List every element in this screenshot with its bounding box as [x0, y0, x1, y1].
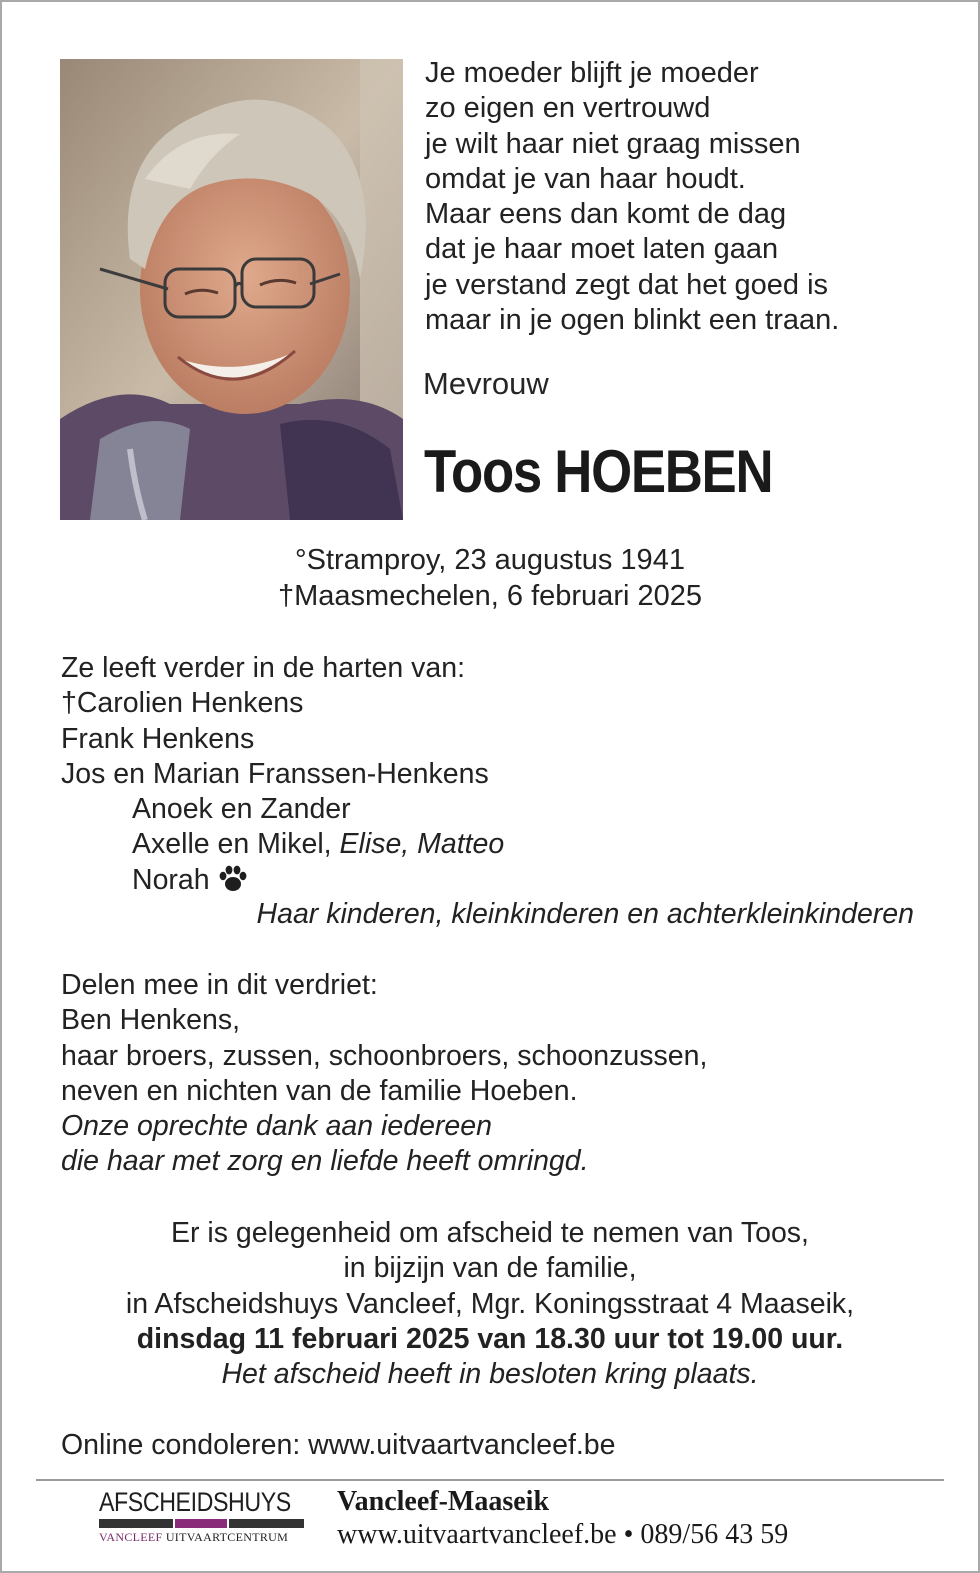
grandchildren-line — [61, 863, 504, 898]
farewell-line: Er is gelegenheid om afscheid te nemen van Toos, — [171, 1217, 809, 1249]
online-link[interactable]: www.uitvaartvancleef.be — [308, 1429, 616, 1461]
online-label: Online condoleren: — [61, 1429, 309, 1461]
company-contact — [337, 1518, 788, 1552]
logo-subtitle — [99, 1530, 309, 1545]
company-name: Vancleef-Maaseik — [337, 1486, 550, 1517]
death-line: †Maasmechelen, 6 februari 2025 — [278, 580, 702, 612]
farewell-note: Het afscheid heeft in besloten kring plaats. — [221, 1358, 759, 1391]
logo-bar — [175, 1519, 227, 1528]
logo-bar — [99, 1519, 173, 1528]
poem-line: je wilt haar niet graag missen — [425, 127, 801, 160]
farewell-line: in Afscheidshuys Vancleef, Mgr. Koningsstraat 4 Maaseik, — [125, 1287, 855, 1320]
family-line: Frank Henkens — [61, 722, 255, 755]
separator-bullet: • — [623, 1519, 634, 1550]
birth-line: °Stramproy, 23 augustus 1941 — [295, 544, 685, 576]
logo-sub-left: VANCLEEF — [99, 1530, 163, 1544]
portrait-photo — [60, 59, 403, 520]
poem-line: dat je haar moet laten gaan — [425, 233, 779, 266]
poem-line: omdat je van haar houdt. — [425, 162, 746, 195]
family-section — [61, 651, 504, 898]
grandchild-name: Norah — [132, 863, 210, 896]
sharing-line: haar broers, zussen, schoonbroers, schoonzussen, — [61, 1039, 708, 1072]
sharing-intro: Delen mee in dit verdriet: — [61, 969, 378, 1001]
poem-line: zo eigen en vertrouwd — [425, 92, 711, 125]
family-line: Jos en Marian Franssen-Henkens — [61, 757, 489, 790]
footer-divider — [36, 1479, 944, 1481]
sharing-section — [61, 968, 707, 1180]
logo-title: AFSCHEIDSHUYS — [99, 1487, 291, 1517]
family-line: †Carolien Henkens — [61, 687, 304, 720]
sharing-line: neven en nichten van de familie Hoeben. — [61, 1074, 578, 1107]
farewell-section — [2, 1216, 978, 1392]
great-grandchildren-names: Elise, Matteo — [339, 828, 505, 861]
family-signature: Haar kinderen, kleinkinderen en achterkleinkinderen — [256, 898, 914, 930]
thanks-line: die haar met zorg en liefde heeft omringd. — [61, 1145, 589, 1178]
logo-color-bars — [99, 1519, 309, 1528]
portrait-illustration — [60, 59, 403, 520]
online-condolence — [61, 1428, 616, 1463]
family-intro: Ze leeft verder in de harten van: — [61, 652, 465, 684]
paw-print-icon — [218, 865, 248, 893]
poem-line: Maar eens dan komt de dag — [425, 198, 787, 231]
thanks-line: Onze oprechte dank aan iedereen — [61, 1110, 492, 1143]
deceased-name: Toos HOEBEN — [424, 438, 773, 505]
farewell-line: in bijzijn van de familie, — [343, 1252, 637, 1285]
poem-line: maar in je ogen blinkt een traan. — [425, 304, 840, 337]
farewell-datetime: dinsdag 11 februari 2025 van 18.30 uur tot 19.00 uur. — [136, 1322, 844, 1355]
poem-line: je verstand zegt dat het goed is — [425, 268, 829, 301]
company-info — [337, 1486, 788, 1552]
company-phone[interactable]: 089/56 43 59 — [640, 1519, 789, 1550]
poem-line: Je moeder blijft je moeder — [425, 57, 759, 89]
honorific: Mevrouw — [423, 366, 549, 401]
grandchildren-line — [61, 827, 504, 862]
sharing-line: Ben Henkens, — [61, 1004, 241, 1037]
logo-bar — [229, 1519, 304, 1528]
poem — [425, 56, 955, 338]
company-website[interactable]: www.uitvaartvancleef.be — [337, 1519, 617, 1550]
funeral-home-logo — [99, 1488, 309, 1548]
logo-sub-right: UITVAARTCENTRUM — [165, 1530, 289, 1544]
grandchildren-names: Axelle en Mikel, — [132, 828, 340, 861]
grandchildren-line: Anoek en Zander — [132, 793, 351, 826]
